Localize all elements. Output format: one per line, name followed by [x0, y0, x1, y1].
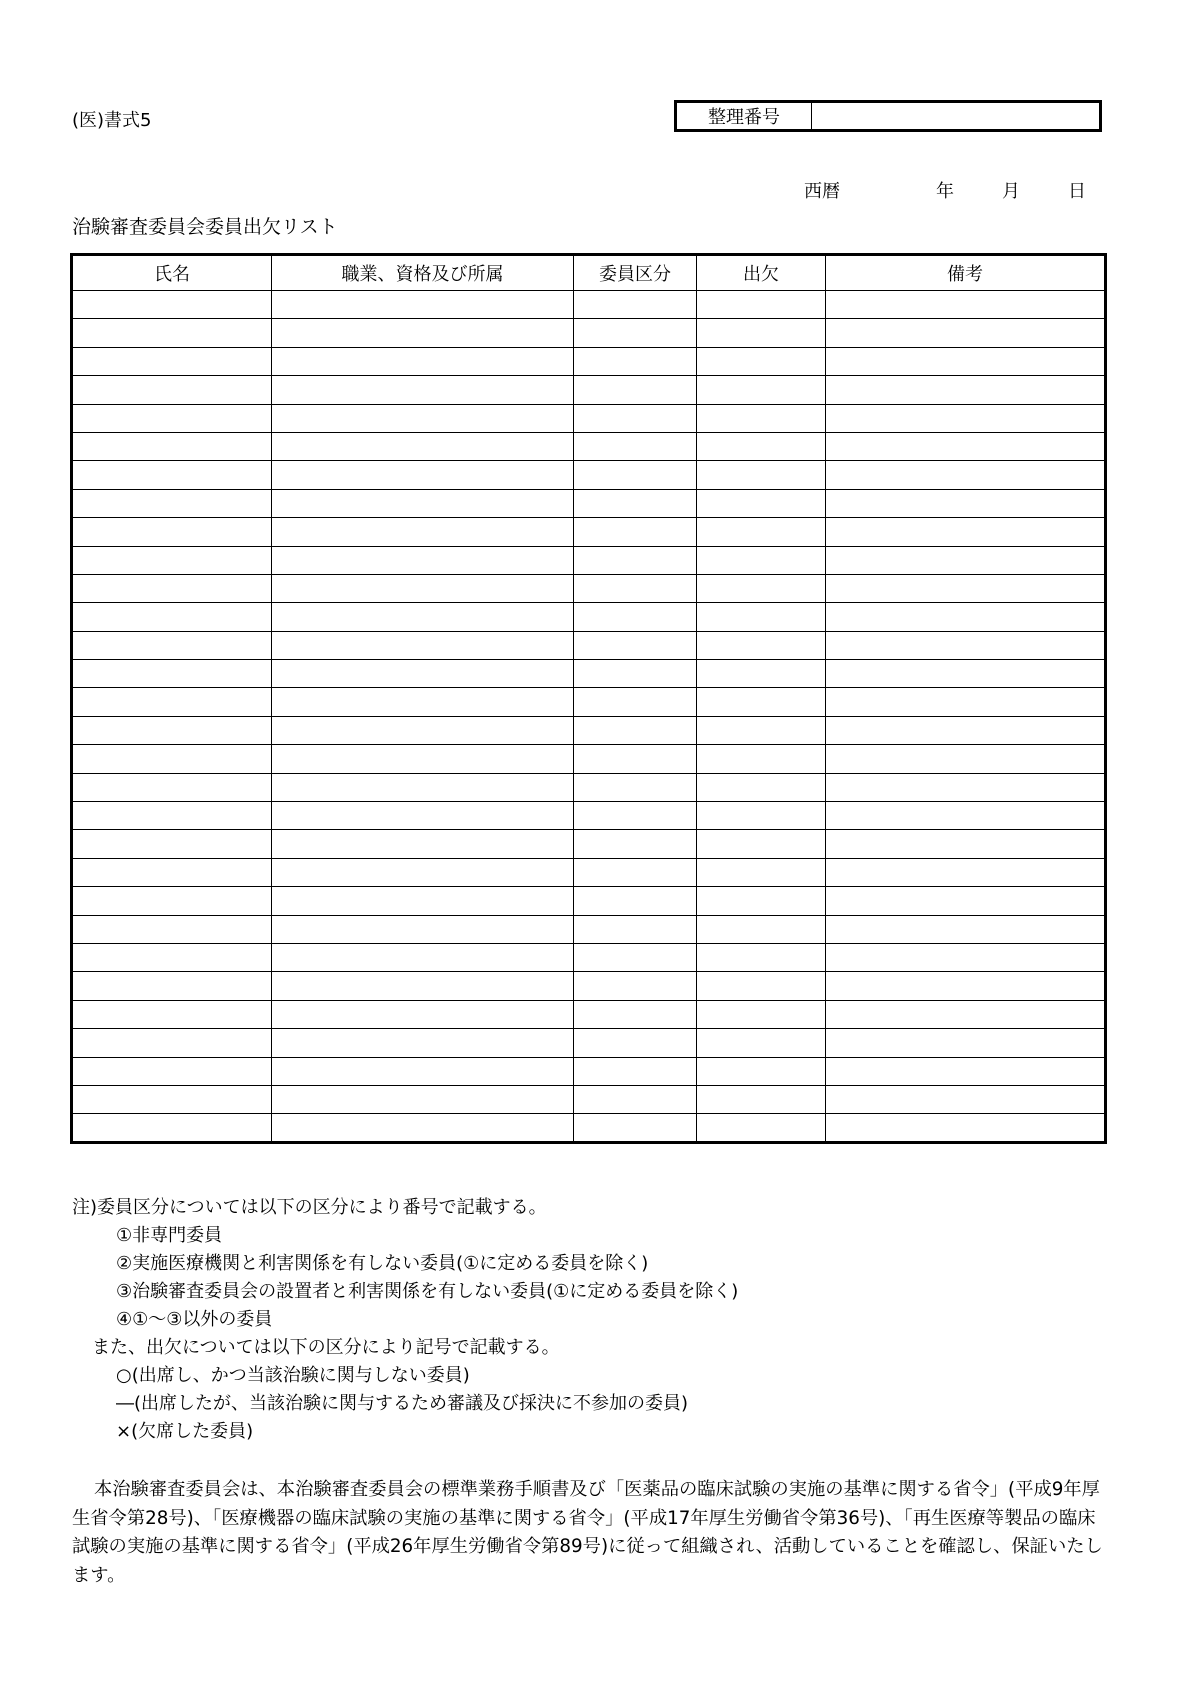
name-cell[interactable] — [72, 1114, 272, 1142]
name-cell[interactable] — [72, 745, 272, 773]
remarks-cell[interactable] — [826, 943, 1106, 971]
occupation-cell[interactable] — [272, 802, 574, 830]
member-category-cell[interactable] — [574, 518, 697, 546]
remarks-cell[interactable] — [826, 745, 1106, 773]
table-row — [72, 432, 1106, 460]
occupation-cell[interactable] — [272, 574, 574, 602]
attendance-cell[interactable] — [697, 773, 826, 801]
occupation-cell[interactable] — [272, 972, 574, 1000]
member-category-cell[interactable] — [574, 688, 697, 716]
attendance-cell[interactable] — [697, 461, 826, 489]
remarks-cell[interactable] — [826, 518, 1106, 546]
name-cell[interactable] — [72, 972, 272, 1000]
name-cell[interactable] — [72, 716, 272, 744]
member-category-cell[interactable] — [574, 347, 697, 375]
name-cell[interactable] — [72, 432, 272, 460]
table-row — [72, 745, 1106, 773]
occupation-cell[interactable] — [272, 660, 574, 688]
occupation-cell[interactable] — [272, 830, 574, 858]
form-code: (医)書式5 — [72, 110, 152, 131]
name-cell[interactable] — [72, 546, 272, 574]
reference-number-box — [674, 100, 1102, 132]
occupation-cell[interactable] — [272, 461, 574, 489]
remarks-cell[interactable] — [826, 347, 1106, 375]
reference-number-label: 整理番号 — [677, 103, 812, 129]
column-header-remarks: 備考 — [826, 255, 1106, 291]
remarks-cell[interactable] — [826, 404, 1106, 432]
attendance-cell[interactable] — [697, 631, 826, 659]
member-category-cell[interactable] — [574, 489, 697, 517]
member-category-cell[interactable] — [574, 660, 697, 688]
attendance-cell[interactable] — [697, 802, 826, 830]
name-cell[interactable] — [72, 574, 272, 602]
attendance-cell[interactable] — [697, 376, 826, 404]
member-category-cell[interactable] — [574, 1000, 697, 1028]
remarks-cell[interactable] — [826, 1000, 1106, 1028]
occupation-cell[interactable] — [272, 915, 574, 943]
occupation-cell[interactable] — [272, 1029, 574, 1057]
member-category-cell[interactable] — [574, 404, 697, 432]
remarks-cell[interactable] — [826, 603, 1106, 631]
attendance-cell[interactable] — [697, 830, 826, 858]
member-category-cell[interactable] — [574, 631, 697, 659]
occupation-cell[interactable] — [272, 688, 574, 716]
notes-section — [72, 1194, 738, 1446]
remarks-cell[interactable] — [826, 1057, 1106, 1085]
column-header-occupation: 職業、資格及び所属 — [272, 255, 574, 291]
remarks-cell[interactable] — [826, 432, 1106, 460]
remarks-cell[interactable] — [826, 716, 1106, 744]
table-row — [72, 518, 1106, 546]
remarks-cell[interactable] — [826, 660, 1106, 688]
occupation-cell[interactable] — [272, 1114, 574, 1142]
attendance-cell[interactable] — [697, 745, 826, 773]
name-cell[interactable] — [72, 830, 272, 858]
table-row — [72, 915, 1106, 943]
name-cell[interactable] — [72, 887, 272, 915]
remarks-cell[interactable] — [826, 631, 1106, 659]
remarks-cell[interactable] — [826, 291, 1106, 319]
table-row — [72, 461, 1106, 489]
member-category-cell[interactable] — [574, 716, 697, 744]
member-category-cell[interactable] — [574, 773, 697, 801]
name-cell[interactable] — [72, 688, 272, 716]
attendance-symbol-item: ○(出席し、かつ当該治験に関与しない委員) — [116, 1365, 470, 1386]
category-item: ①非専門委員 — [116, 1225, 223, 1246]
attendance-lead: また、出欠については以下の区分により記号で記載する。 — [92, 1337, 560, 1358]
name-cell[interactable] — [72, 603, 272, 631]
table-row — [72, 716, 1106, 744]
member-category-cell[interactable] — [574, 461, 697, 489]
name-cell[interactable] — [72, 404, 272, 432]
remarks-cell[interactable] — [826, 802, 1106, 830]
attendance-symbol-item: ―(出席したが、当該治験に関与するため審議及び採決に不参加の委員) — [116, 1393, 689, 1414]
remarks-cell[interactable] — [826, 887, 1106, 915]
table-row — [72, 631, 1106, 659]
member-category-cell[interactable] — [574, 887, 697, 915]
remarks-cell[interactable] — [826, 489, 1106, 517]
member-category-cell[interactable] — [574, 830, 697, 858]
attendance-cell[interactable] — [697, 432, 826, 460]
attendance-cell[interactable] — [697, 887, 826, 915]
date-month-label: 月 — [1002, 181, 1020, 202]
certification-statement: 本治験審査委員会は、本治験審査委員会の標準業務手順書及び「医薬品の臨床試験の実施の基準に関する省令」(平成9年厚生省令第28号)、「医療機器の臨床試験の実施の基準に関する省令」(平成17年厚生労働省令第36号)、「再生医療等製品の臨床試験の実施の基準に関する省令」(平成26年厚生労働省令第89号)に従って組織され、活動していることを確認し、保証いたします。 — [72, 1479, 1103, 1586]
date-day-label: 日 — [1068, 181, 1086, 202]
table-row — [72, 404, 1106, 432]
name-cell[interactable] — [72, 291, 272, 319]
member-category-cell[interactable] — [574, 972, 697, 1000]
remarks-cell[interactable] — [826, 830, 1106, 858]
name-cell[interactable] — [72, 347, 272, 375]
member-category-cell[interactable] — [574, 603, 697, 631]
table-row — [72, 1000, 1106, 1028]
table-header-row — [72, 255, 1106, 291]
attendance-symbol-item: ×(欠席した委員) — [116, 1421, 254, 1442]
table-row — [72, 603, 1106, 631]
name-cell[interactable] — [72, 773, 272, 801]
attendance-cell[interactable] — [697, 489, 826, 517]
attendance-cell[interactable] — [697, 688, 826, 716]
table-row — [72, 802, 1106, 830]
attendance-cell[interactable] — [697, 1029, 826, 1057]
remarks-cell[interactable] — [826, 1085, 1106, 1113]
column-header-name: 氏名 — [72, 255, 272, 291]
table-row — [72, 376, 1106, 404]
document-title: 治験審査委員会委員出欠リスト — [72, 216, 338, 238]
table-row — [72, 1029, 1106, 1057]
attendance-cell[interactable] — [697, 1000, 826, 1028]
remarks-cell[interactable] — [826, 858, 1106, 886]
name-cell[interactable] — [72, 518, 272, 546]
category-item: ②実施医療機関と利害関係を有しない委員(①に定める委員を除く) — [116, 1253, 649, 1274]
member-category-cell[interactable] — [574, 291, 697, 319]
name-cell[interactable] — [72, 376, 272, 404]
occupation-cell[interactable] — [272, 518, 574, 546]
member-category-cell[interactable] — [574, 1114, 697, 1142]
remarks-cell[interactable] — [826, 376, 1106, 404]
remarks-cell[interactable] — [826, 688, 1106, 716]
attendance-cell[interactable] — [697, 660, 826, 688]
occupation-cell[interactable] — [272, 347, 574, 375]
occupation-cell[interactable] — [272, 546, 574, 574]
name-cell[interactable] — [72, 461, 272, 489]
member-category-cell[interactable] — [574, 319, 697, 347]
attendance-cell[interactable] — [697, 943, 826, 971]
table-row — [72, 1085, 1106, 1113]
attendance-cell[interactable] — [697, 1057, 826, 1085]
attendance-cell[interactable] — [697, 546, 826, 574]
name-cell[interactable] — [72, 1057, 272, 1085]
occupation-cell[interactable] — [272, 1057, 574, 1085]
occupation-cell[interactable] — [272, 1000, 574, 1028]
attendance-cell[interactable] — [697, 915, 826, 943]
attendance-cell[interactable] — [697, 319, 826, 347]
member-category-cell[interactable] — [574, 915, 697, 943]
attendance-cell[interactable] — [697, 716, 826, 744]
table-row — [72, 773, 1106, 801]
attendance-cell[interactable] — [697, 972, 826, 1000]
table-row — [72, 688, 1106, 716]
remarks-cell[interactable] — [826, 1029, 1106, 1057]
table-row — [72, 291, 1106, 319]
date-year-label: 年 — [936, 181, 954, 202]
occupation-cell[interactable] — [272, 887, 574, 915]
notes-lead: 注)委員区分については以下の区分により番号で記載する。 — [72, 1197, 547, 1218]
occupation-cell[interactable] — [272, 773, 574, 801]
name-cell[interactable] — [72, 802, 272, 830]
attendance-cell[interactable] — [697, 518, 826, 546]
table-row — [72, 319, 1106, 347]
remarks-cell[interactable] — [826, 461, 1106, 489]
occupation-cell[interactable] — [272, 716, 574, 744]
occupation-cell[interactable] — [272, 489, 574, 517]
name-cell[interactable] — [72, 1085, 272, 1113]
occupation-cell[interactable] — [272, 404, 574, 432]
table-row — [72, 1057, 1106, 1085]
attendance-cell[interactable] — [697, 404, 826, 432]
remarks-cell[interactable] — [826, 915, 1106, 943]
category-item: ④①～③以外の委員 — [116, 1309, 273, 1330]
name-cell[interactable] — [72, 943, 272, 971]
member-category-cell[interactable] — [574, 1085, 697, 1113]
table-row — [72, 660, 1106, 688]
column-header-attendance: 出欠 — [697, 255, 826, 291]
remarks-cell[interactable] — [826, 546, 1106, 574]
category-item: ③治験審査委員会の設置者と利害関係を有しない委員(①に定める委員を除く) — [116, 1281, 739, 1302]
occupation-cell[interactable] — [272, 631, 574, 659]
member-category-cell[interactable] — [574, 943, 697, 971]
attendance-table — [70, 253, 1107, 1144]
occupation-cell[interactable] — [272, 603, 574, 631]
remarks-cell[interactable] — [826, 574, 1106, 602]
table-row — [72, 1114, 1106, 1142]
member-category-cell[interactable] — [574, 574, 697, 602]
occupation-cell[interactable] — [272, 376, 574, 404]
attendance-cell[interactable] — [697, 1085, 826, 1113]
table-row — [72, 574, 1106, 602]
table-row — [72, 489, 1106, 517]
attendance-cell[interactable] — [697, 1114, 826, 1142]
member-category-cell[interactable] — [574, 745, 697, 773]
name-cell[interactable] — [72, 1000, 272, 1028]
name-cell[interactable] — [72, 915, 272, 943]
name-cell[interactable] — [72, 489, 272, 517]
name-cell[interactable] — [72, 660, 272, 688]
occupation-cell[interactable] — [272, 1085, 574, 1113]
occupation-cell[interactable] — [272, 745, 574, 773]
remarks-cell[interactable] — [826, 773, 1106, 801]
name-cell[interactable] — [72, 319, 272, 347]
attendance-cell[interactable] — [697, 603, 826, 631]
attendance-cell[interactable] — [697, 858, 826, 886]
attendance-table-body — [72, 291, 1106, 1143]
name-cell[interactable] — [72, 858, 272, 886]
table-row — [72, 887, 1106, 915]
member-category-cell[interactable] — [574, 858, 697, 886]
occupation-cell[interactable] — [272, 291, 574, 319]
remarks-cell[interactable] — [826, 1114, 1106, 1142]
table-row — [72, 830, 1106, 858]
occupation-cell[interactable] — [272, 432, 574, 460]
attendance-cell[interactable] — [697, 291, 826, 319]
name-cell[interactable] — [72, 1029, 272, 1057]
reference-number-field[interactable] — [812, 103, 1099, 129]
table-row — [72, 347, 1106, 375]
attendance-cell[interactable] — [697, 347, 826, 375]
attendance-cell[interactable] — [697, 574, 826, 602]
table-row — [72, 972, 1106, 1000]
column-header-member-category: 委員区分 — [574, 255, 697, 291]
occupation-cell[interactable] — [272, 943, 574, 971]
remarks-cell[interactable] — [826, 319, 1106, 347]
occupation-cell[interactable] — [272, 319, 574, 347]
member-category-cell[interactable] — [574, 1029, 697, 1057]
date-era-label: 西暦 — [804, 181, 840, 202]
occupation-cell[interactable] — [272, 858, 574, 886]
remarks-cell[interactable] — [826, 972, 1106, 1000]
member-category-cell[interactable] — [574, 376, 697, 404]
member-category-cell[interactable] — [574, 432, 697, 460]
member-category-cell[interactable] — [574, 546, 697, 574]
table-row — [72, 546, 1106, 574]
table-row — [72, 943, 1106, 971]
name-cell[interactable] — [72, 631, 272, 659]
table-row — [72, 858, 1106, 886]
member-category-cell[interactable] — [574, 802, 697, 830]
member-category-cell[interactable] — [574, 1057, 697, 1085]
